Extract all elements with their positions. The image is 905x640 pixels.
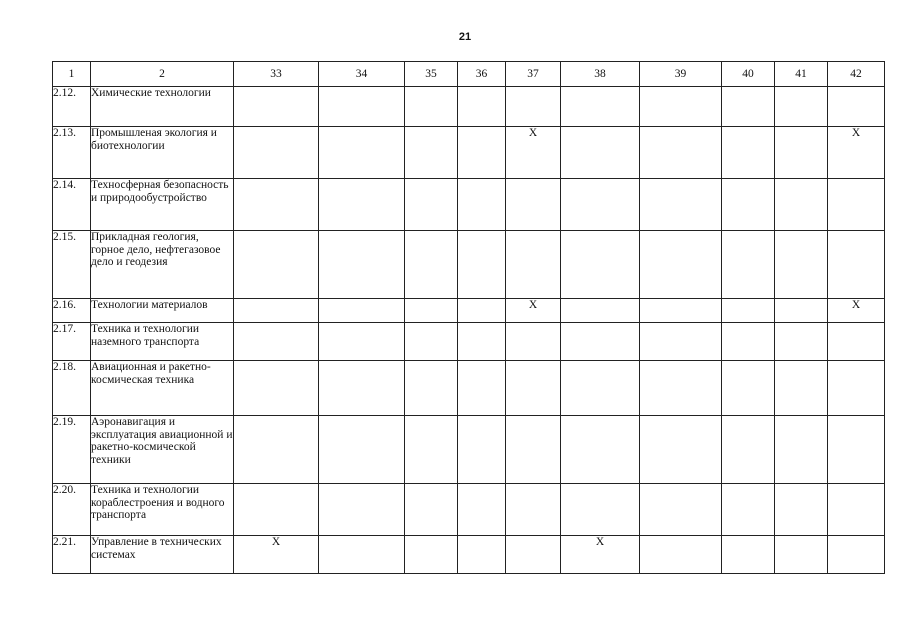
- mark-cell: [405, 231, 458, 299]
- mark-cell: [775, 361, 828, 416]
- mark-cell: [722, 323, 775, 361]
- row-number: 2.12.: [53, 87, 91, 127]
- header-row: [53, 62, 885, 87]
- mark-cell: [775, 87, 828, 127]
- mark-cell: [640, 87, 722, 127]
- mark-cell: [561, 299, 640, 323]
- mark-cell: [458, 416, 506, 484]
- mark-cell: [561, 484, 640, 536]
- mark-cell: [458, 299, 506, 323]
- mark-cell: [722, 416, 775, 484]
- column-header: 39: [640, 62, 722, 87]
- mark-cell: [640, 361, 722, 416]
- mark-cell: [506, 323, 561, 361]
- table-row: [53, 87, 885, 127]
- mark-cell: [775, 416, 828, 484]
- mark-cell: [234, 416, 319, 484]
- table-row: [53, 484, 885, 536]
- mark-cell: [405, 361, 458, 416]
- mark-cell: [506, 484, 561, 536]
- mark-cell: [506, 536, 561, 574]
- row-name: Техносферная безопасность и природообустройство: [91, 179, 234, 231]
- mark-cell: [775, 484, 828, 536]
- mark-cell: [405, 323, 458, 361]
- mark-cell: [405, 299, 458, 323]
- row-number: 2.18.: [53, 361, 91, 416]
- mark-cell: [722, 361, 775, 416]
- mark-cell: [234, 299, 319, 323]
- row-name: Техника и технологии кораблестроения и водного транспорта: [91, 484, 234, 536]
- mark-cell: [405, 536, 458, 574]
- mark-cell: [506, 416, 561, 484]
- mark-cell: [722, 127, 775, 179]
- mark-cell: [640, 299, 722, 323]
- mark-cell: [561, 179, 640, 231]
- row-number: 2.15.: [53, 231, 91, 299]
- mark-cell: [640, 416, 722, 484]
- table-row: [53, 127, 885, 179]
- row-name: Технологии материалов: [91, 299, 234, 323]
- mark-cell: [640, 127, 722, 179]
- mark-cell: [319, 536, 405, 574]
- mark-cell: [828, 536, 885, 574]
- mark-cell: [506, 361, 561, 416]
- mark-cell: [405, 484, 458, 536]
- mark-cell: [405, 416, 458, 484]
- mark-cell: [561, 416, 640, 484]
- row-number: 2.14.: [53, 179, 91, 231]
- mark-cell: [319, 179, 405, 231]
- mark-cell: [640, 179, 722, 231]
- mark-cell: [775, 299, 828, 323]
- table-row: [53, 323, 885, 361]
- mark-cell: [319, 231, 405, 299]
- table-body: [53, 87, 885, 574]
- mark-cell: [722, 231, 775, 299]
- mark-cell: [458, 179, 506, 231]
- column-header: 41: [775, 62, 828, 87]
- mark-cell: [319, 416, 405, 484]
- mark-cell: [405, 127, 458, 179]
- row-number: 2.21.: [53, 536, 91, 574]
- mark-cell: [561, 361, 640, 416]
- mark-cell: [234, 87, 319, 127]
- mark-cell: X: [506, 299, 561, 323]
- row-name: Техника и технологии наземного транспорта: [91, 323, 234, 361]
- column-header: 42: [828, 62, 885, 87]
- mark-cell: [458, 484, 506, 536]
- column-header: 38: [561, 62, 640, 87]
- mark-cell: [234, 484, 319, 536]
- mark-cell: [405, 87, 458, 127]
- mark-cell: [458, 127, 506, 179]
- mark-cell: [722, 299, 775, 323]
- column-header: 33: [234, 62, 319, 87]
- mark-cell: [506, 179, 561, 231]
- mark-cell: [722, 536, 775, 574]
- mark-cell: [506, 231, 561, 299]
- page-number: 21: [458, 31, 472, 43]
- mark-cell: [319, 299, 405, 323]
- row-number: 2.13.: [53, 127, 91, 179]
- mark-cell: [828, 231, 885, 299]
- mark-cell: [506, 87, 561, 127]
- mark-cell: [640, 484, 722, 536]
- column-header: 34: [319, 62, 405, 87]
- table-row: [53, 231, 885, 299]
- mark-cell: [775, 536, 828, 574]
- mark-cell: [775, 179, 828, 231]
- mark-cell: X: [234, 536, 319, 574]
- mark-cell: [828, 179, 885, 231]
- specialties-table: [52, 61, 885, 574]
- mark-cell: [561, 323, 640, 361]
- mark-cell: [561, 87, 640, 127]
- table-row: [53, 179, 885, 231]
- mark-cell: [458, 536, 506, 574]
- mark-cell: [828, 87, 885, 127]
- table-row: [53, 361, 885, 416]
- mark-cell: [234, 127, 319, 179]
- row-name: Прикладная геология, горное дело, нефтегазовое дело и геодезия: [91, 231, 234, 299]
- mark-cell: [640, 231, 722, 299]
- mark-cell: X: [828, 299, 885, 323]
- row-name: Авиационная и ракетно-космическая техника: [91, 361, 234, 416]
- column-header: 36: [458, 62, 506, 87]
- mark-cell: [319, 323, 405, 361]
- mark-cell: [319, 87, 405, 127]
- column-header: 40: [722, 62, 775, 87]
- column-header: 1: [53, 62, 91, 87]
- table-row: [53, 299, 885, 323]
- mark-cell: [722, 87, 775, 127]
- column-header: 2: [91, 62, 234, 87]
- mark-cell: X: [828, 127, 885, 179]
- row-number: 2.16.: [53, 299, 91, 323]
- row-number: 2.20.: [53, 484, 91, 536]
- mark-cell: [722, 484, 775, 536]
- mark-cell: [775, 231, 828, 299]
- mark-cell: [234, 323, 319, 361]
- mark-cell: [828, 484, 885, 536]
- table-row: [53, 416, 885, 484]
- mark-cell: [234, 179, 319, 231]
- mark-cell: [828, 361, 885, 416]
- mark-cell: [234, 361, 319, 416]
- mark-cell: [234, 231, 319, 299]
- mark-cell: [458, 361, 506, 416]
- column-header: 37: [506, 62, 561, 87]
- row-number: 2.19.: [53, 416, 91, 484]
- mark-cell: [640, 536, 722, 574]
- mark-cell: X: [561, 536, 640, 574]
- mark-cell: [319, 127, 405, 179]
- row-name: Промышленая экология и биотехнологии: [91, 127, 234, 179]
- mark-cell: [775, 323, 828, 361]
- mark-cell: [405, 179, 458, 231]
- mark-cell: [828, 323, 885, 361]
- mark-cell: [775, 127, 828, 179]
- mark-cell: [319, 484, 405, 536]
- mark-cell: [640, 323, 722, 361]
- column-header: 35: [405, 62, 458, 87]
- mark-cell: X: [506, 127, 561, 179]
- mark-cell: [458, 87, 506, 127]
- mark-cell: [828, 416, 885, 484]
- mark-cell: [561, 231, 640, 299]
- mark-cell: [561, 127, 640, 179]
- row-name: Аэронавигация и эксплуатация авиационной и ракетно-космической техники: [91, 416, 234, 484]
- mark-cell: [722, 179, 775, 231]
- row-number: 2.17.: [53, 323, 91, 361]
- row-name: Химические технологии: [91, 87, 234, 127]
- mark-cell: [458, 323, 506, 361]
- mark-cell: [458, 231, 506, 299]
- mark-cell: [319, 361, 405, 416]
- table-row: [53, 536, 885, 574]
- row-name: Управление в технических системах: [91, 536, 234, 574]
